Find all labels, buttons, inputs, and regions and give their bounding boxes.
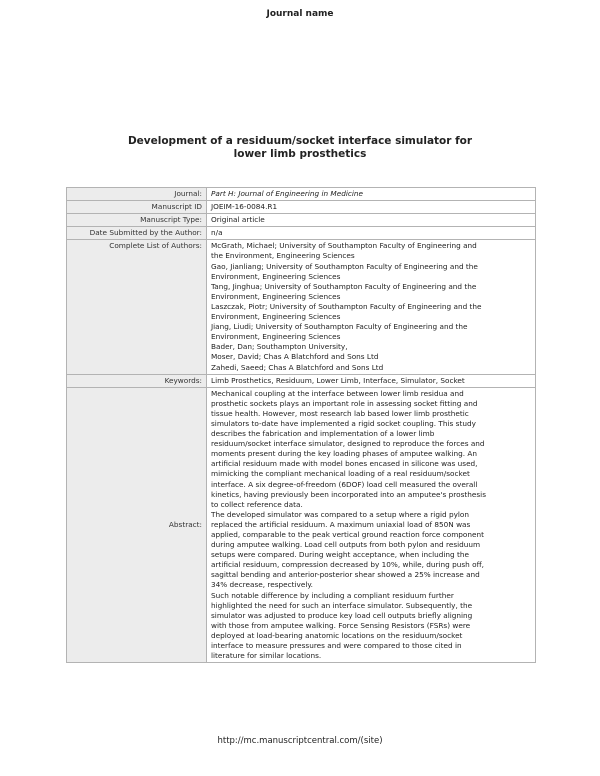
- abstract-line: The developed simulator was compared to a setup where a rigid pylon: [211, 509, 470, 519]
- author-line: Gao, Jianliang; University of Southampton Faculty of Engineering and the: [211, 261, 478, 271]
- abstract-line: literature for similar locations.: [211, 651, 322, 661]
- abstract-line: kinetics, having previously been incorporated into an amputee's prosthesis: [211, 489, 486, 499]
- abstract-line: during amputee walking. Load cell outputs from both pylon and residuum: [211, 540, 481, 550]
- abstract-line: mimicking the compliant mechanical loading of a real residuum/socket: [211, 469, 470, 479]
- article-title-line-2: lower limb prosthetics: [233, 148, 367, 160]
- abstract-line: artificial residuum, compression decreased by 10%, while, during push off,: [211, 560, 484, 570]
- abstract-line: deployed at load-bearing anatomic locations on the residuum/socket: [211, 630, 463, 640]
- manuscript-id-row: [67, 201, 535, 213]
- author-line: Environment, Engineering Sciences: [211, 271, 341, 281]
- abstract-line: applied, comparable to the peak vertical ground reaction force component: [211, 530, 484, 539]
- abstract-line: residuum/socket interface simulator, designed to reproduce the forces and: [211, 439, 485, 449]
- authors-list: [207, 240, 535, 373]
- manuscript-id-label: Manuscript ID: [67, 201, 206, 213]
- author-line: McGrath, Michael; University of Southampton Faculty of Engineering and: [211, 241, 477, 251]
- author-line: Environment, Engineering Sciences: [211, 291, 341, 301]
- journal-row: [67, 188, 535, 200]
- date-submitted-label: Date Submitted by the Author:: [67, 227, 206, 239]
- abstract-line: sagittal bending and anterior-posterior shear showed a 25% increase and: [211, 570, 480, 580]
- abstract-line: simulators to-date have implemented a rigid socket coupling. This study: [211, 418, 476, 428]
- abstract-line: replaced the artificial residuum. A maximum uniaxial load of 850N was: [211, 519, 471, 529]
- abstract-line: tissue health. However, most research lab based lower limb prosthetic: [211, 408, 469, 418]
- abstract-text: [207, 388, 535, 663]
- author-line: Environment, Engineering Sciences: [211, 332, 341, 342]
- footer-url: http://mc.manuscriptcentral.com/(site): [217, 736, 383, 746]
- journal-label: Journal:: [67, 188, 206, 200]
- article-title-line-1: Development of a residuum/socket interface simulator for: [127, 135, 473, 147]
- keywords-value: Limb Prosthetics, Residuum, Lower Limb, Interface, Simulator, Socket: [207, 375, 535, 387]
- authors-label: Complete List of Authors:: [67, 240, 206, 373]
- journal-name-header: Journal name: [266, 9, 334, 19]
- abstract-line: moments present during the key loading phases of amputee walking. An: [211, 449, 477, 459]
- article-title: [100, 135, 500, 161]
- abstract-line: with those from amputee walking. Force Sensing Resistors (FSRs) were: [211, 620, 471, 630]
- abstract-line: setups were compared. During weight acceptance, when including the: [211, 550, 469, 560]
- abstract-line: 34% decrease, respectively.: [211, 580, 313, 590]
- journal-value: Part H: Journal of Engineering in Medicine: [207, 188, 535, 200]
- author-line: the Environment, Engineering Sciences: [211, 251, 355, 261]
- abstract-line: to collect reference data.: [211, 499, 303, 509]
- author-line: Tang, Jinghua; University of Southampton Faculty of Engineering and the: [211, 281, 477, 291]
- author-line: Laszczak, Piotr; University of Southampton Faculty of Engineering and the: [211, 301, 482, 311]
- abstract-line: highlighted the need for such an interface simulator. Subsequently, the: [211, 600, 473, 610]
- date-submitted-value: n/a: [207, 227, 535, 239]
- keywords-row: [67, 375, 535, 387]
- authors-row: [67, 240, 535, 373]
- abstract-line: artificial residuum made with model bones encased in silicone was used,: [211, 459, 478, 469]
- author-line: Jiang, Liudi; University of Southampton Faculty of Engineering and the: [211, 322, 468, 332]
- abstract-line: simulator was adjusted to produce key load cell outputs briefly aligning: [211, 610, 473, 620]
- abstract-label: Abstract:: [67, 388, 206, 663]
- abstract-line: describes the fabrication and implementation of a lower limb: [211, 429, 435, 439]
- manuscript-info-table: [66, 187, 536, 663]
- author-line: Bader, Dan; Southampton University,: [211, 342, 348, 352]
- abstract-line: interface. A six degree-of-freedom (6DOF) load cell measured the overall: [211, 479, 478, 489]
- manuscript-id-value: JOEIM-16-0084.R1: [207, 201, 535, 213]
- keywords-label: Keywords:: [67, 375, 206, 387]
- abstract-row: [67, 388, 535, 663]
- manuscript-type-value: Original article: [207, 214, 535, 226]
- date-submitted-row: [67, 227, 535, 239]
- abstract-line: prosthetic sockets plays an important role in assessing socket fitting and: [211, 398, 478, 408]
- abstract-line: Such notable difference by including a compliant residuum further: [211, 590, 454, 600]
- abstract-line: interface to measure pressures and were compared to those cited in: [211, 641, 462, 651]
- author-line: Zahedi, Saeed; Chas A Blatchford and Sons Ltd: [211, 362, 384, 372]
- abstract-line: Mechanical coupling at the interface between lower limb residua and: [211, 388, 464, 398]
- author-line: Environment, Engineering Sciences: [211, 312, 341, 322]
- author-line: Moser, David; Chas A Blatchford and Sons Ltd: [211, 352, 379, 362]
- manuscript-type-row: [67, 214, 535, 226]
- manuscript-type-label: Manuscript Type:: [67, 214, 206, 226]
